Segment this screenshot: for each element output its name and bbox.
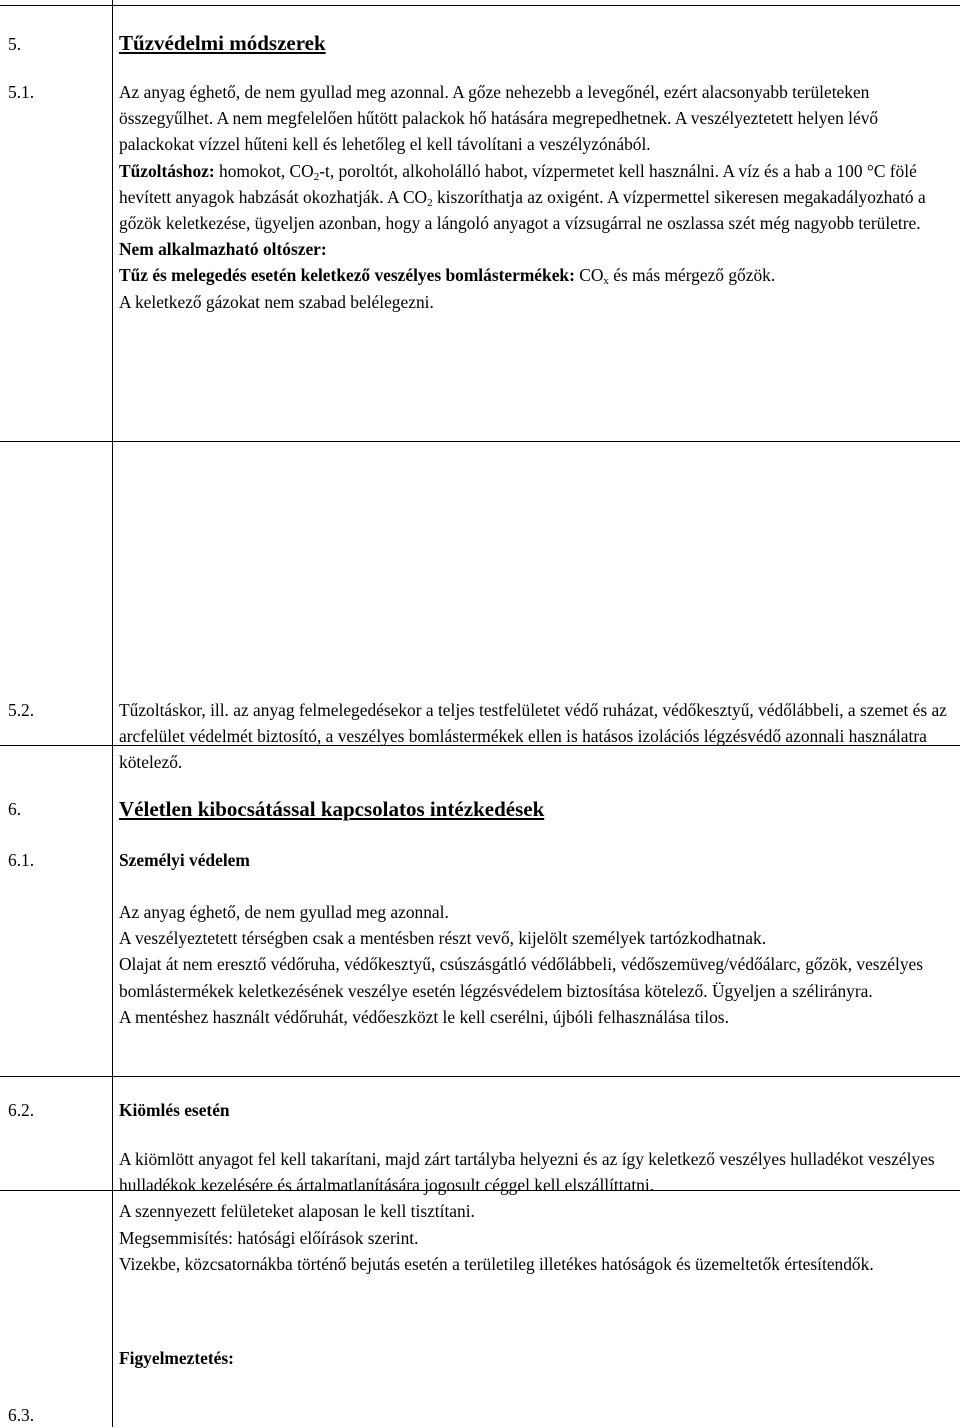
- column-divider: [112, 0, 113, 1427]
- section-6-number: 6.: [8, 799, 22, 819]
- gas-warning-line: A keletkező gázokat nem szabad belélegezni.: [119, 291, 434, 312]
- hazardous-products-label: Tűz és melegedés esetén keletkező veszélyes bomlástermékek:: [119, 265, 575, 286]
- section-6-2-heading: Kiömlés esetén: [119, 1100, 230, 1120]
- text-line: Olajat át nem eresztő védőruha, védőkesztyű, csúszásgátló védőlábbeli, védőszemüveg/védőálarc, gőzök, veszélyes bomlástermékek keletkezésének veszélye esetén légzésvédelem biztosítása kötelező. Ügyeljen a szélirányra.: [119, 954, 924, 1001]
- row-divider: [0, 1076, 960, 1077]
- row-divider: [0, 441, 960, 442]
- text-line: A kiömlött anyagot fel kell takarítani, majd zárt tartályba helyezni és az így keletkező veszélyes hulladékot veszélyes hulladékok kezelésére és ártalmatlanítására jogosult céggel kell elszállíttatni.: [119, 1149, 935, 1196]
- subscript: 2: [427, 196, 433, 209]
- hazardous-products-line: [119, 262, 949, 288]
- warning-label: Figyelmeztetés:: [119, 1348, 234, 1368]
- section-5-1-number: 5.1.: [8, 82, 35, 102]
- section-6-1-heading: Személyi védelem: [119, 850, 250, 870]
- not-usable-extinguisher: Nem alkalmazható oltószer:: [119, 239, 327, 260]
- hazardous-products-text-b: és más mérgező gőzök.: [608, 265, 776, 286]
- extinguishing-text-c: kiszoríthatja az oxigént. A vízpermettel sikeresen megakadályozható a gőzök keletkezése, ügyeljen azonban, hogy a lángoló anyagot a vízsugárral ne oszlassa szét még nagyobb területre.: [119, 186, 926, 234]
- text-line: A mentéshez használt védőruhát, védőeszközt le kell cserélni, újbóli felhasználása tilos.: [119, 1006, 729, 1027]
- extinguishing-paragraph: [119, 158, 949, 237]
- extinguishing-text-a: homokot, CO: [214, 160, 314, 181]
- text-line: A veszélyeztetett térségben csak a mentésben részt vevő, kijelölt személyek tartózkodhatnak.: [119, 928, 767, 949]
- section-6-1-body: [119, 899, 949, 1030]
- section-6-2-body: [119, 1146, 949, 1277]
- subscript: 2: [313, 170, 320, 183]
- text-line: A szennyezett felületeket alaposan le kell tisztítani.: [119, 1201, 475, 1222]
- vapor-paragraph: Az anyag éghető, de nem gyullad meg azonnal. A gőze nehezebb a levegőnél, ezért alacsonyabb területeken összegyűlhet. A nem megfelelően hűtött palackok hő hatására megrepedhetnek. A veszélyeztetett helyen lévő palackokat vízzel hűteni kell és lehetőleg el kell távolítani a veszélyzónából.: [119, 82, 879, 155]
- row-divider: [0, 5, 960, 6]
- section-6-1-number: 6.1.: [8, 850, 35, 870]
- section-6-title: Véletlen kibocsátással kapcsolatos intézkedések: [119, 797, 545, 821]
- hazardous-products-text-a: CO: [574, 265, 604, 286]
- section-6-3-number: 6.3.: [8, 1405, 35, 1425]
- extinguishing-text-b: -t, poroltót, alkoholálló habot, vízpermetet kell használni. A víz és a hab a 100 °C fölé hevített anyagok habzását okozhatják. A CO: [119, 160, 917, 207]
- text-line: Vizekbe, közcsatornákba történő bejutás esetén a területileg illetékes hatóságok és üzemeltetők értesítendők.: [119, 1253, 874, 1274]
- text-line: Az anyag éghető, de nem gyullad meg azonnal.: [119, 902, 449, 922]
- section-5-title: Tűzvédelmi módszerek: [119, 31, 326, 55]
- text-line: Megsemmisítés: hatósági előírások szerint.: [119, 1227, 419, 1248]
- subscript: x: [603, 275, 609, 288]
- section-5-number: 5.: [8, 34, 22, 54]
- section-5-2-number: 5.2.: [8, 700, 35, 720]
- section-5-2-body: Tűzoltáskor, ill. az anyag felmelegedésekor a teljes testfelületet védő ruházat, védőkesztyű, védőlábbeli, a szemet és az arcfelület védelmét biztosító, a veszélyes bomlástermékek ellen is hatásos izolációs légzésvédő azonnali használatra kötelező.: [119, 700, 947, 773]
- section-6-2-number: 6.2.: [8, 1100, 35, 1120]
- section-5-1-body: [119, 79, 949, 315]
- extinguishing-label: Tűzoltáshoz:: [119, 160, 215, 181]
